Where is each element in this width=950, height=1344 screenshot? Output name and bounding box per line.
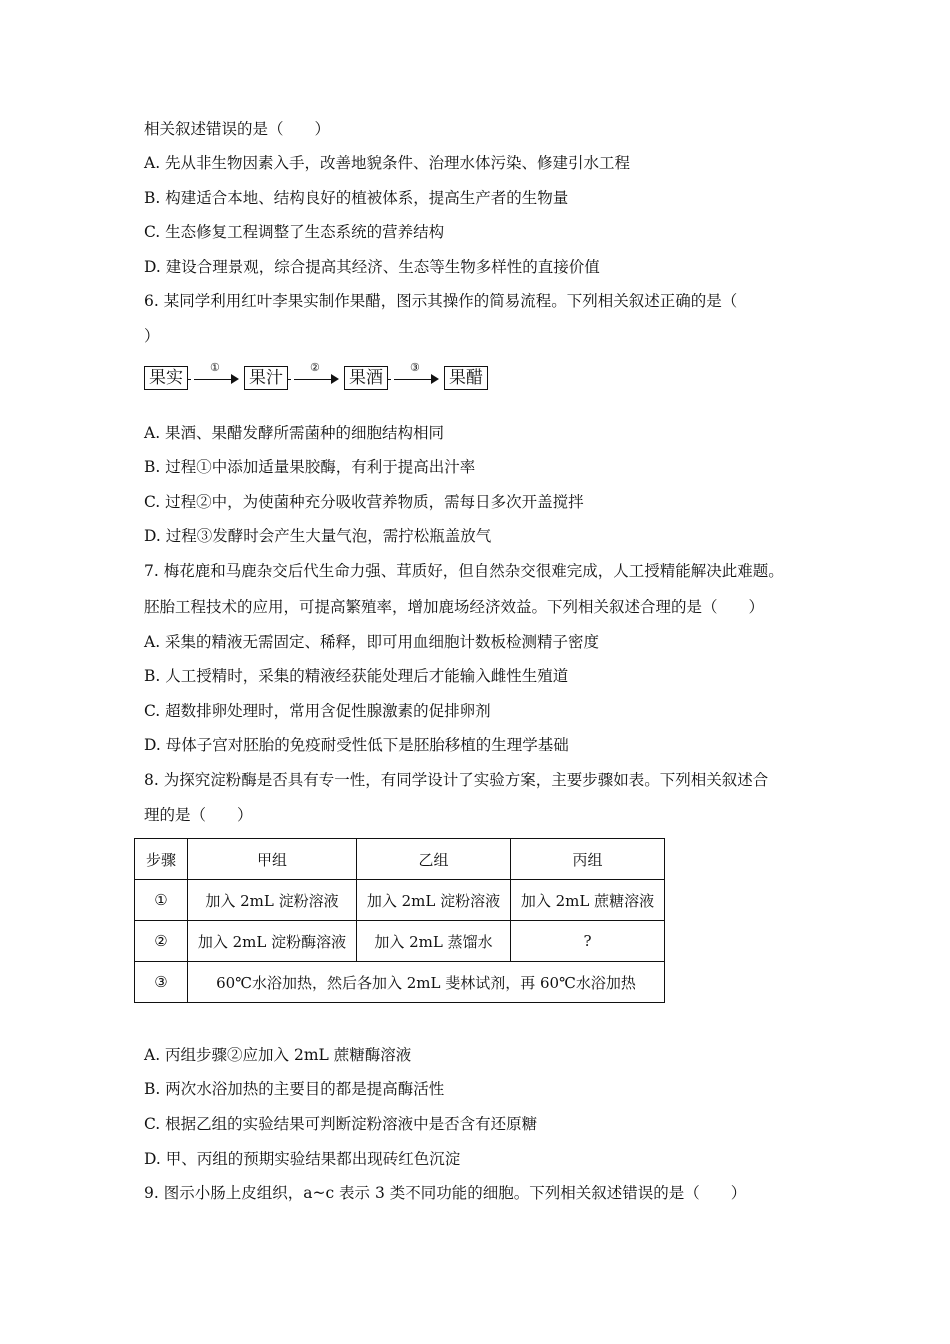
- table-cell: ②: [135, 921, 188, 962]
- q7-option-d: D. 母体子宫对胚胎的免疫耐受性低下是胚胎移植的生理学基础: [144, 736, 569, 754]
- table-header-cell: 甲组: [188, 839, 357, 880]
- q6-option-d: D. 过程③发酵时会产生大量气泡，需拧松瓶盖放气: [144, 527, 492, 545]
- table-row: [135, 880, 665, 921]
- q7-option-a: A. 采集的精液无需固定、稀释，即可用血细胞计数板检测精子密度: [144, 633, 600, 651]
- q6-option-b: B. 过程①中添加适量果胶酶，有利于提高出汁率: [144, 458, 476, 476]
- table-row: [135, 921, 665, 962]
- q8-stem-cont: 理的是（ ）: [144, 806, 253, 824]
- flow-arrow-1: ①: [188, 367, 244, 389]
- table-cell: 加入 2mL 淀粉溶液: [188, 880, 357, 921]
- q5-option-d: D. 建设合理景观，综合提高其经济、生态等生物多样性的直接价值: [144, 258, 600, 276]
- table-header-cell: 乙组: [357, 839, 511, 880]
- table-header-row: [135, 839, 665, 880]
- table-cell: 加入 2mL 蒸馏水: [357, 921, 511, 962]
- q7-option-b: B. 人工授精时，采集的精液经获能处理后才能输入雌性生殖道: [144, 667, 569, 685]
- q8-stem: 8. 为探究淀粉酶是否具有专一性，有同学设计了实验方案，主要步骤如表。下列相关叙述合: [144, 771, 769, 789]
- q7-stem: 7. 梅花鹿和马鹿杂交后代生命力强、茸质好，但自然杂交很难完成，人工授精能解决此难题。: [144, 562, 784, 580]
- table-row: [135, 962, 665, 1003]
- experiment-table: [134, 838, 665, 1003]
- q5-stem-end: 相关叙述错误的是（ ）: [144, 120, 331, 138]
- process-flow: [144, 361, 488, 391]
- flow-arrow-3: ③: [388, 367, 444, 389]
- q9-stem: 9. 图示小肠上皮组织，a~c 表示 3 类不同功能的细胞。下列相关叙述错误的是（ ）: [144, 1184, 747, 1202]
- q5-option-c: C. 生态修复工程调整了生态系统的营养结构: [144, 223, 445, 241]
- table-merged-cell: 60℃水浴加热，然后各加入 2mL 斐林试剂，再 60℃水浴加热: [188, 962, 665, 1003]
- flow-arrow-2: ②: [288, 367, 344, 389]
- table-cell: 加入 2mL 蔗糖溶液: [511, 880, 665, 921]
- table-cell: ①: [135, 880, 188, 921]
- flow-step-juice: 果汁: [244, 366, 288, 390]
- flow-step-fruit: 果实: [144, 366, 188, 390]
- q8-option-d: D. 甲、丙组的预期实验结果都出现砖红色沉淀: [144, 1150, 461, 1168]
- table-header-cell: 丙组: [511, 839, 665, 880]
- table-cell: ③: [135, 962, 188, 1003]
- q5-option-b: B. 构建适合本地、结构良好的植被体系，提高生产者的生物量: [144, 189, 569, 207]
- table-cell: 加入 2mL 淀粉溶液: [357, 880, 511, 921]
- q7-option-c: C. 超数排卵处理时，常用含促性腺激素的促排卵剂: [144, 702, 491, 720]
- q6-stem: 6. 某同学利用红叶李果实制作果醋，图示其操作的简易流程。下列相关叙述正确的是（: [144, 292, 738, 310]
- q6-option-c: C. 过程②中，为使菌种充分吸收营养物质，需每日多次开盖搅拌: [144, 493, 584, 511]
- flow-step-vinegar: 果醋: [444, 366, 488, 390]
- table-cell: 加入 2mL 淀粉酶溶液: [188, 921, 357, 962]
- q8-option-c: C. 根据乙组的实验结果可判断淀粉溶液中是否含有还原糖: [144, 1115, 538, 1133]
- q6-stem-cont: ）: [144, 327, 160, 345]
- q8-option-a: A. 丙组步骤②应加入 2mL 蔗糖酶溶液: [144, 1046, 412, 1064]
- q7-stem-cont: 胚胎工程技术的应用，可提高繁殖率，增加鹿场经济效益。下列相关叙述合理的是（ ）: [144, 598, 765, 616]
- q5-option-a: A. 先从非生物因素入手，改善地貌条件、治理水体污染、修建引水工程: [144, 154, 631, 172]
- q8-option-b: B. 两次水浴加热的主要目的都是提高酶活性: [144, 1080, 445, 1098]
- flow-step-wine: 果酒: [344, 366, 388, 390]
- table-header-cell: 步骤: [135, 839, 188, 880]
- q6-option-a: A. 果酒、果醋发酵所需菌种的细胞结构相同: [144, 424, 445, 442]
- table-cell: ?: [511, 921, 665, 962]
